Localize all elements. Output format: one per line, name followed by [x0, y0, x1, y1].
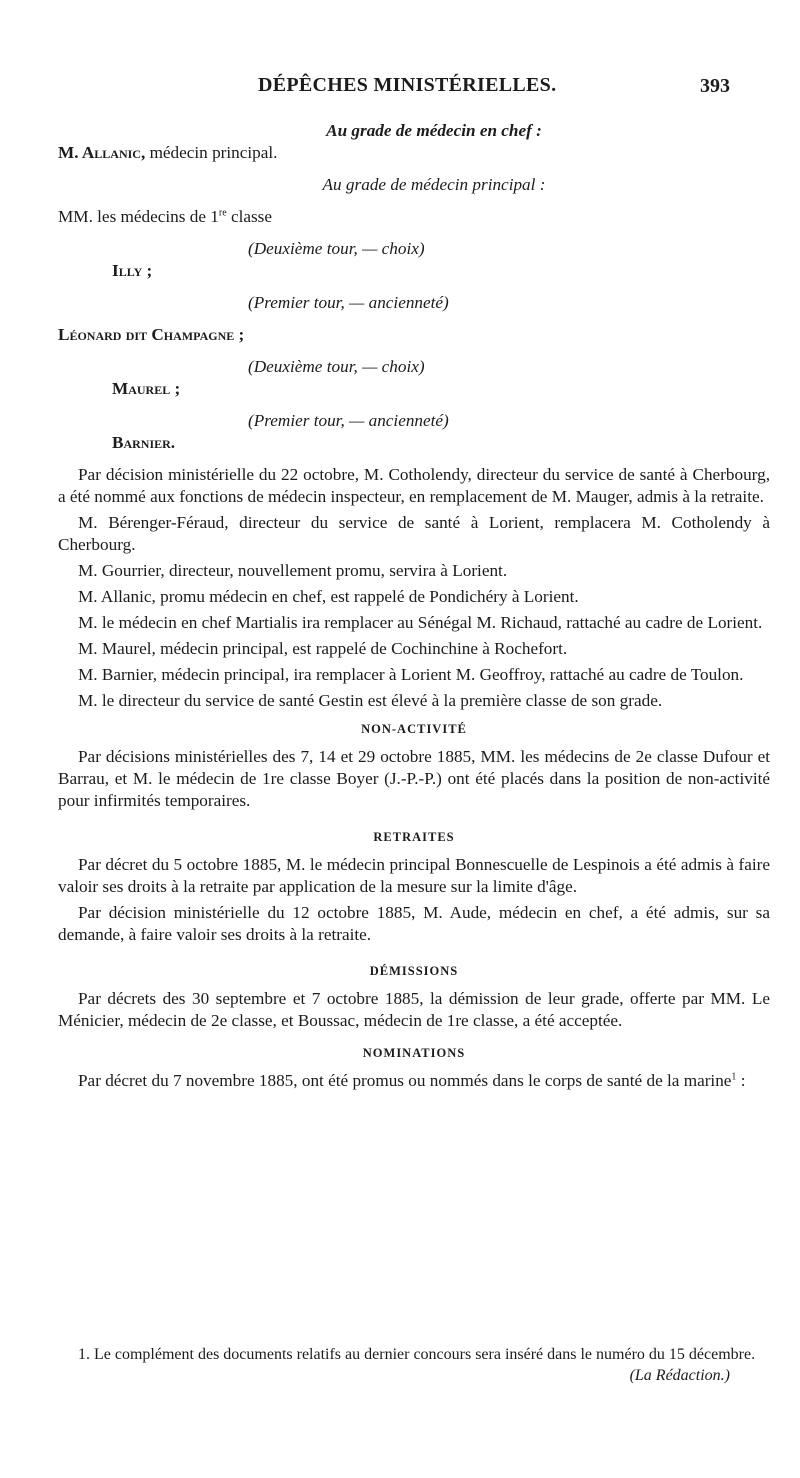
footnote-text [58, 1344, 770, 1384]
footnote-body: 1. Le complément des documents relatifs au dernier concours sera inséré dans le numéro du 15 décembre. [78, 1346, 756, 1363]
mm-classe-sup: re [218, 207, 227, 219]
paragraph-maurel: M. Maurel, médecin principal, est rappelé de Cochinchine à Rochefort. [78, 639, 568, 658]
tour-deuxieme-a: (Deuxième tour, — choix) [248, 239, 425, 258]
paragraph-barnier: M. Barnier, médecin principal, ira remplacer à Lorient M. Geoffroy, rattaché au cadre de Toulon. [78, 665, 744, 684]
tour-premier-a: (Premier tour, — ancienneté) [248, 293, 449, 312]
mm-line [58, 206, 770, 228]
name-maurel: Maurel ; [112, 379, 181, 398]
allanic-role: médecin principal. [149, 143, 278, 162]
allanic-line [58, 142, 770, 164]
tour-deuxieme-b: (Deuxième tour, — choix) [248, 357, 425, 376]
paragraph-gourrier: M. Gourrier, directeur, nouvellement promu, servira à Lorient. [78, 561, 508, 580]
mm-line-text: MM. les médecins de [58, 207, 206, 226]
footnote-signature: (La Rédaction.) [629, 1367, 730, 1384]
name-leonard: Léonard dit Champagne ; [58, 325, 245, 344]
paragraph-berenger: M. Bérenger-Féraud, directeur du service de santé à Lorient, remplacera M. Cotholendy à Cherbourg. [58, 513, 770, 554]
name-barnier: Barnier. [112, 433, 176, 452]
page-number: 393 [700, 75, 730, 97]
running-title: DÉPÊCHES MINISTÉRIELLES. [258, 74, 557, 96]
mm-classe-word: classe [230, 207, 272, 226]
paragraph-gestin: M. le directeur du service de santé Gestin est élevé à la première classe de son grade. [78, 691, 663, 710]
paragraph-demissions: Par décrets des 30 septembre et 7 octobre 1885, la démission de leur grade, offerte par MM. Le Ménicier, médecin de 2e classe, et Boussac, médecin de 1re classe, a été acceptée. [58, 989, 770, 1030]
mm-classe-num: 1 [210, 207, 219, 226]
heading-nominations: NOMINATIONS [362, 1046, 466, 1060]
paragraph-martialis: M. le médecin en chef Martialis ira remplacer au Sénégal M. Richaud, rattaché au cadre de Lorient. [78, 613, 763, 632]
paragraph-retraite-1: Par décret du 5 octobre 1885, M. le médecin principal Bonnescuelle de Lespinois a été admis à faire valoir ses droits à la retraite par application de la mesure sur la limite d'âge. [58, 855, 770, 896]
heading-non-activite: NON-ACTIVITÉ [361, 722, 467, 736]
nominations-tail: : [736, 1071, 746, 1090]
grade-principal-heading: Au grade de médecin principal : [322, 175, 546, 194]
page-body [58, 120, 770, 1092]
paragraph-allanic: M. Allanic, promu médecin en chef, est rappelé de Pondichéry à Lorient. [78, 587, 579, 606]
running-head [0, 74, 800, 104]
tour-premier-b: (Premier tour, — ancienneté) [248, 411, 449, 430]
footnote [58, 1344, 770, 1386]
heading-retraites: RETRAITES [373, 830, 455, 844]
name-illy: Illy ; [112, 261, 153, 280]
nominations-text: Par décret du 7 novembre 1885, ont été promus ou nommés dans le corps de santé de la marine [78, 1071, 732, 1090]
paragraph-nominations [58, 1070, 770, 1092]
footnote-mark: 1 [731, 1071, 737, 1083]
allanic-name: M. Allanic, [58, 143, 146, 162]
paragraph-cotholendy: Par décision ministérielle du 22 octobre, M. Cotholendy, directeur du service de santé à Cherbourg, a été nommé aux fonctions de médecin inspecteur, en remplacement de M. Mauger, admis à la retraite. [58, 465, 770, 506]
heading-demissions: DÉMISSIONS [369, 964, 459, 978]
paragraph-retraite-2: Par décision ministérielle du 12 octobre 1885, M. Aude, médecin en chef, a été admis, sur sa demande, à faire valoir ses droits à la retraite. [58, 903, 770, 944]
grade-chef-heading: Au grade de médecin en chef : [326, 121, 542, 140]
paragraph-non-activite: Par décisions ministérielles des 7, 14 et 29 octobre 1885, MM. les médecins de 2e classe Dufour et Barrau, et M. le médecin de 1re classe Boyer (J.-P.-P.) ont été placés dans la position de non-activité pour infirmités temporaires. [58, 747, 770, 810]
